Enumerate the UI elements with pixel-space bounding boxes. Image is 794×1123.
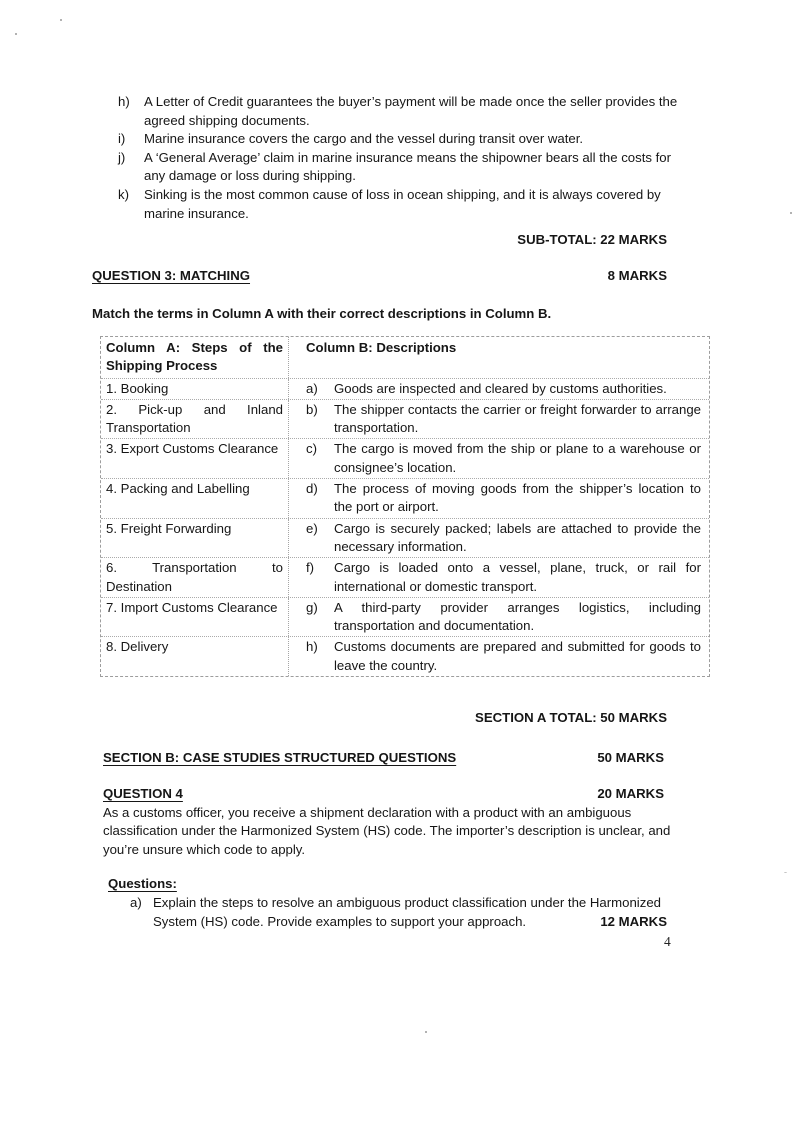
list-item (92, 186, 680, 223)
col-b-cell (289, 519, 709, 558)
col-b-header (289, 337, 709, 378)
table-row (101, 439, 709, 479)
item-letter: b) (306, 401, 318, 417)
item-letter: e) (306, 520, 318, 536)
item-text: The shipper contacts the carrier or freight forwarder to arrange transportation. (334, 401, 701, 436)
col-b-cell (289, 598, 709, 637)
question4-marks: 20 MARKS (597, 786, 664, 802)
col-a-header: Column A: Steps of the Shipping Process (101, 337, 289, 378)
sub-question-marks: 12 MARKS (600, 913, 667, 929)
list-item (92, 149, 680, 186)
matching-instruction: Match the terms in Column A with their correct descriptions in Column B. (92, 306, 552, 322)
col-b-cell (289, 439, 709, 478)
col-b-cell (289, 479, 709, 518)
question3-title: QUESTION 3: MATCHING (92, 267, 251, 283)
table-row (101, 598, 709, 638)
col-a-cell: 6. Transportation to Destination (101, 558, 289, 597)
scan-speck (784, 872, 787, 873)
col-a-cell: 3. Export Customs Clearance (101, 439, 289, 478)
item-letter: h) (306, 639, 318, 655)
question4-body: As a customs officer, you receive a shipment declaration with a product with an ambiguous classification under the Harmonized System (HS) code. The importer’s description is unclear, and you’re unsure which code to apply. (103, 804, 671, 857)
item-text: A ‘General Average’ claim in marine insurance means the shipowner bears all the costs for any damage or loss during shipping. (144, 149, 672, 184)
col-a-cell: 2. Pick-up and Inland Transportation (101, 400, 289, 439)
item-letter: c) (306, 441, 317, 457)
item-text: Customs documents are prepared and submitted for goods to leave the country. (334, 639, 701, 673)
sub-question-item (130, 894, 678, 931)
scan-speck (15, 33, 17, 35)
question4-title: QUESTION 4 (103, 786, 183, 802)
item-text: A third-party provider arranges logistics, including transportation and documentation. (334, 599, 701, 634)
matching-table (100, 336, 710, 677)
questions-label: Questions: (108, 875, 177, 891)
table-row (101, 558, 709, 598)
item-letter: i) (118, 131, 126, 147)
item-text: Cargo is loaded onto a vessel, plane, truck, or rail for international or domestic transport. (334, 560, 701, 594)
item-text: Marine insurance covers the cargo and the vessel during transit over water. (144, 131, 584, 147)
sub-total-line: SUB-TOTAL: 22 MARKS (517, 232, 667, 248)
col-a-cell: 4. Packing and Labelling (101, 479, 289, 518)
question3-heading-row (92, 267, 680, 286)
section-b-title: SECTION B: CASE STUDIES STRUCTURED QUESTIONS (103, 749, 457, 765)
col-a-cell: 1. Booking (101, 379, 289, 399)
item-letter: g) (306, 599, 318, 615)
item-letter: d) (306, 481, 318, 497)
col-b-cell (289, 558, 709, 597)
item-text: Sinking is the most common cause of loss in ocean shipping, and it is always covered by marine insurance. (144, 186, 661, 221)
col-a-cell: 7. Import Customs Clearance (101, 598, 289, 637)
section-b-heading-row (103, 749, 677, 768)
item-text: A Letter of Credit guarantees the buyer’s payment will be made once the seller provides the agreed shipping documents. (144, 94, 678, 128)
scan-speck (60, 19, 62, 21)
col-a-cell: 8. Delivery (101, 637, 289, 676)
item-letter: k) (118, 186, 129, 202)
scan-speck (790, 212, 792, 214)
col-b-cell (289, 637, 709, 676)
section-a-total-line: SECTION A TOTAL: 50 MARKS (475, 709, 667, 725)
item-letter: j) (118, 149, 126, 165)
page-number: 4 (664, 934, 671, 949)
item-letter: f) (306, 560, 315, 576)
item-text: Goods are inspected and cleared by customs authorities. (334, 380, 667, 396)
item-letter: a) (130, 895, 142, 911)
item-text: Explain the steps to resolve an ambiguous product classification under the Harmonized System (HS) code. Provide examples to support your approach. (153, 895, 662, 929)
table-header-row (101, 337, 709, 379)
item-letter: h) (118, 94, 130, 109)
col-b-cell (289, 400, 709, 439)
scan-speck (425, 1031, 427, 1033)
item-text: Cargo is securely packed; labels are attached to provide the necessary information. (334, 520, 701, 554)
col-b-header-text: Column B: Descriptions (306, 339, 457, 355)
page-content (92, 93, 701, 931)
col-a-cell: 5. Freight Forwarding (101, 519, 289, 558)
item-letter: a) (306, 380, 318, 396)
question4-heading-row (103, 785, 677, 804)
true-false-statements-list (92, 93, 680, 223)
section-b-marks: 50 MARKS (597, 749, 664, 765)
table-row (101, 637, 709, 676)
table-row (101, 519, 709, 559)
list-item (92, 93, 680, 130)
question3-marks: 8 MARKS (607, 267, 667, 283)
table-row (101, 379, 709, 400)
item-text: The cargo is moved from the ship or plane to a warehouse or consignee’s location. (334, 441, 701, 475)
table-row (101, 479, 709, 519)
col-b-cell (289, 379, 709, 399)
item-text: The process of moving goods from the shipper’s location to the port or airport. (334, 481, 701, 515)
list-item (92, 130, 680, 149)
table-row (101, 400, 709, 440)
